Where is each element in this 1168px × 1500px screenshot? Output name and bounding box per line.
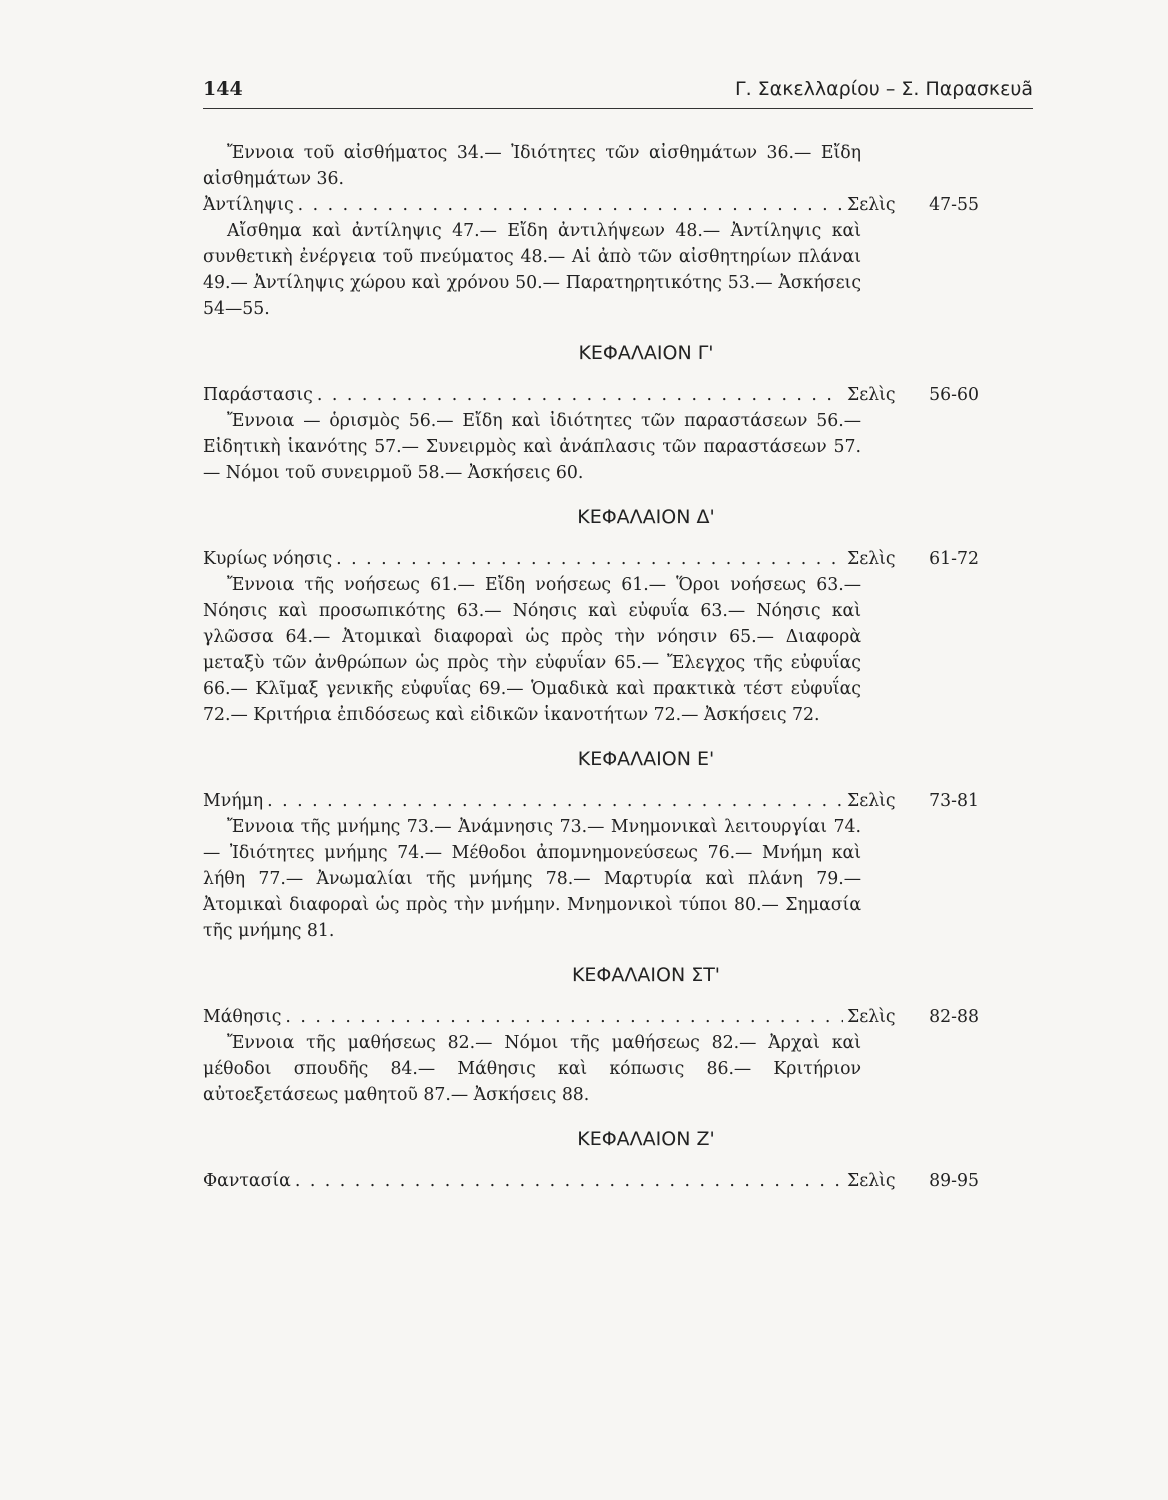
header-rule xyxy=(203,108,1033,109)
chapter-stigma xyxy=(203,962,979,1108)
running-head: Γ. Σακελλαρίου – Σ. Παρασκευã xyxy=(735,78,1033,100)
toc-entry-antilipsis xyxy=(203,192,979,322)
pages-word: Σελὶς xyxy=(847,1171,896,1191)
toc-entry-line xyxy=(203,382,979,408)
chapter-heading: ΚΕΦΑΛΑΙΟΝ Ε' xyxy=(577,748,715,770)
pages-range: 82-88 xyxy=(929,1007,979,1027)
chapter-heading: ΚΕΦΑΛΑΙΟΝ Ζ' xyxy=(577,1128,715,1150)
pages-range: 89-95 xyxy=(929,1171,979,1191)
pages-range: 61-72 xyxy=(929,549,979,569)
dot-leader xyxy=(298,192,843,218)
toc-entry-line xyxy=(203,1004,979,1030)
page-number: 144 xyxy=(203,78,243,100)
entry-description: Αἴσθημα καὶ ἀντίληψις 47.— Εἴδη ἀντιλήψεων 48.— Ἀντίληψις καὶ συνθετικὴ ἐνέργεια τοῦ πνεύματος 48.— Αἱ ἀπὸ τῶν αἰσθητηρίων πλάναι 49.— Ἀντίληψις χώρου καὶ χρόνου 50.— Παρατηρητικότης 53.— Ἀσκήσεις 54—55. xyxy=(203,221,861,319)
dot-leader xyxy=(295,1168,843,1194)
toc-entry-line xyxy=(203,546,979,572)
chapter-epsilon xyxy=(203,746,979,944)
dot-leader xyxy=(267,788,843,814)
chapter-gamma xyxy=(203,340,979,486)
pages-word: Σελὶς xyxy=(847,195,896,215)
pages-range: 73-81 xyxy=(929,791,979,811)
table-of-contents xyxy=(203,140,979,1194)
chapter-zeta xyxy=(203,1126,979,1194)
toc-entry-line xyxy=(203,788,979,814)
pages-word: Σελὶς xyxy=(847,385,896,405)
pages-range: 47-55 xyxy=(929,195,979,215)
pages-word: Σελὶς xyxy=(847,1007,896,1027)
chapter-delta xyxy=(203,504,979,728)
entry-title: Μνήμη xyxy=(203,791,264,811)
chapter-heading: ΚΕΦΑΛΑΙΟΝ ΣΤ' xyxy=(571,964,721,986)
entry-title: Μάθησις xyxy=(203,1007,282,1027)
dot-leader xyxy=(285,1004,843,1030)
toc-entry-line xyxy=(203,1168,979,1194)
chapter-heading: ΚΕΦΑΛΑΙΟΝ Δ' xyxy=(577,506,715,528)
entry-description: Ἔννοια τῆς νοήσεως 61.— Εἴδη νοήσεως 61.— Ὅροι νοήσεως 63.— Νόησις καὶ προσωπικότης 63.— Νόησις καὶ εὐφυΐα 63.— Νόησις καὶ γλῶσσα 64.— Ἀτομικαὶ διαφοραὶ ὡς πρὸς τὴν νόησιν 65.— Διαφορὰ μεταξὺ τῶν ἀνθρώπων ὡς πρὸς τὴν εὐφυΐαν 65.— Ἔλεγχος τῆς εὐφυΐας 66.— Κλῖμαξ γενικῆς εὐφυΐας 69.— Ὁμαδικὰ καὶ πρακτικὰ τέστ εὐφυΐας 72.— Κριτήρια ἐπιδόσεως καὶ εἰδικῶν ἱκανοτήτων 72.— Ἀσκήσεις 72. xyxy=(203,575,861,725)
pages-word: Σελὶς xyxy=(847,549,896,569)
entry-title: Παράστασις xyxy=(203,385,313,405)
entry-description: Ἔννοια τῆς μαθήσεως 82.— Νόμοι τῆς μαθήσεως 82.— Ἀρχαὶ καὶ μέθοδοι σπουδῆς 84.— Μάθησις καὶ κόπωσις 86.— Κριτήριον αὐτοεξετάσεως μαθητοῦ 87.— Ἀσκήσεις 88. xyxy=(203,1033,861,1105)
dot-leader xyxy=(317,382,843,408)
pages-range: 56-60 xyxy=(929,385,979,405)
entry-description: Ἔννοια — ὁρισμὸς 56.— Εἴδη καὶ ἰδιότητες τῶν παραστάσεων 56.— Εἰδητικὴ ἱκανότης 57.— Συνειρμὸς καὶ ἀνάπλασις τῶν παραστάσεων 57.— Νόμοι τοῦ συνειρμοῦ 58.— Ἀσκήσεις 60. xyxy=(203,411,861,483)
pages-word: Σελὶς xyxy=(847,791,896,811)
chapter-heading: ΚΕΦΑΛΑΙΟΝ Γ' xyxy=(578,342,714,364)
continuation-text: Ἔννοια τοῦ αἰσθήματος 34.— Ἰδιότητες τῶν αἰσθημάτων 36.— Εἴδη αἰσθημάτων 36. xyxy=(203,143,861,189)
entry-title: Ἀντίληψις xyxy=(203,195,294,215)
entry-title: Κυρίως νόησις xyxy=(203,549,333,569)
page-header xyxy=(203,78,1033,110)
dot-leader xyxy=(336,546,843,572)
entry-description: Ἔννοια τῆς μνήμης 73.— Ἀνάμνησις 73.— Μνημονικαὶ λειτουργίαι 74.— Ἰδιότητες μνήμης 74.— Μέθοδοι ἀπομνημονεύσεως 76.— Μνήμη καὶ λήθη 77.— Ἀνωμαλίαι τῆς μνήμης 78.— Μαρτυρία καὶ πλάνη 79.— Ἀτομικαὶ διαφοραὶ ὡς πρὸς τὴν μνήμην. Μνημονικοὶ τύποι 80.— Σημασία τῆς μνήμης 81. xyxy=(203,817,861,941)
toc-entry-line xyxy=(203,192,979,218)
entry-title: Φαντασία xyxy=(203,1171,291,1191)
